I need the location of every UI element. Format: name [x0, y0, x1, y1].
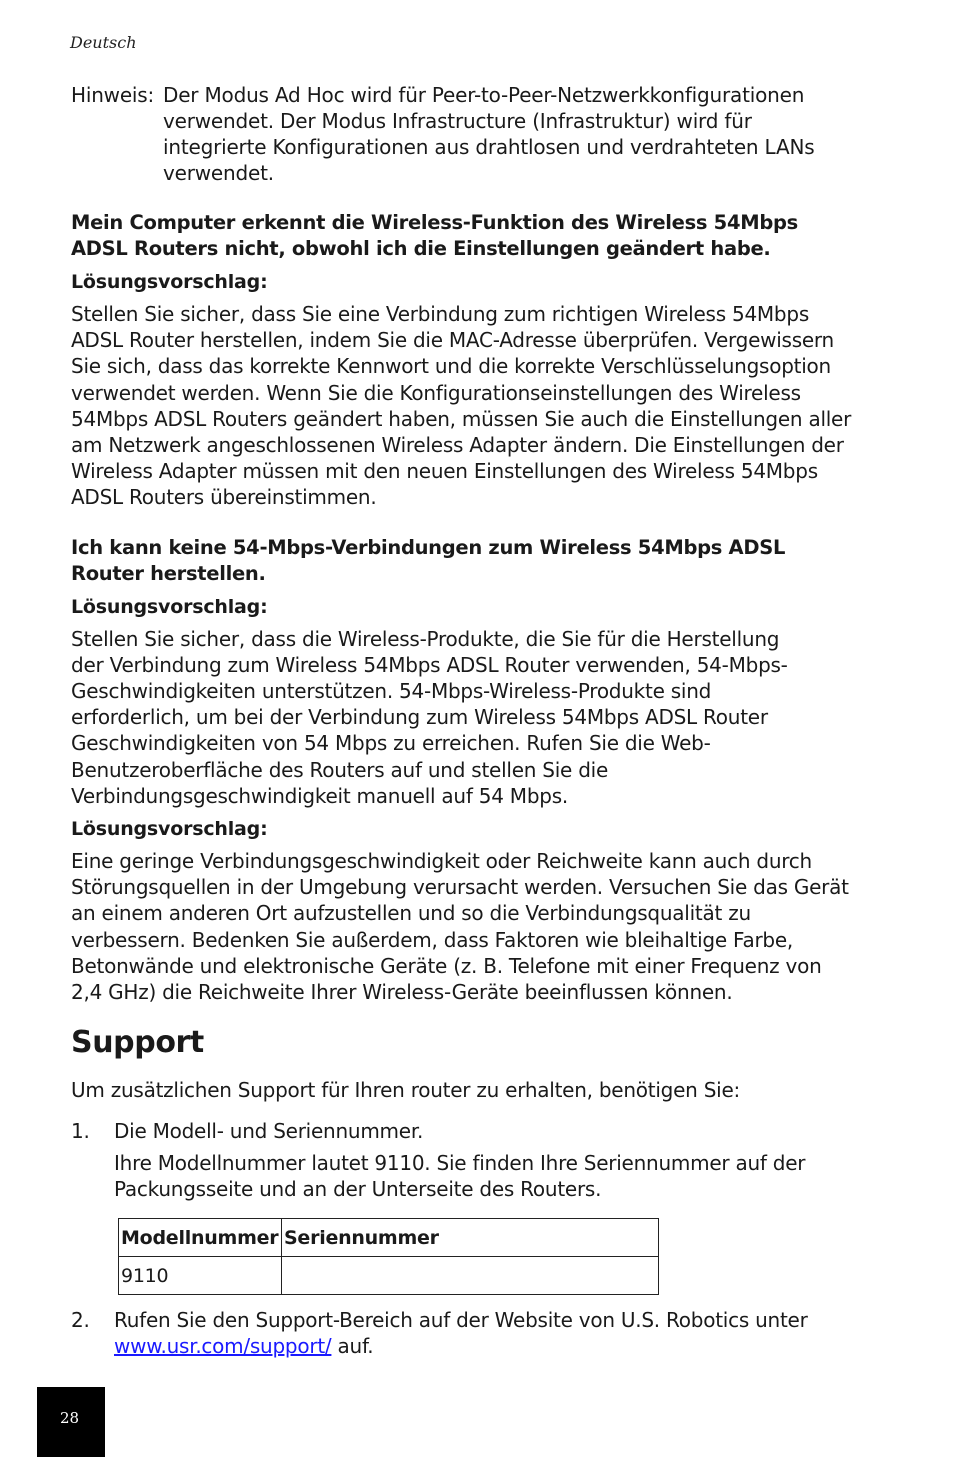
table-cell-model: 9110 — [119, 1257, 282, 1295]
language-label: Deutsch — [70, 33, 137, 52]
list-number: 1. — [71, 1119, 90, 1144]
solution-label-3: Lösungsvorschlag: — [71, 818, 268, 841]
serial-number-table — [118, 1218, 659, 1295]
list-number: 2. — [71, 1308, 90, 1333]
solution-text-2: Stellen Sie sicher, dass die Wireless-Produkte, die Sie für die Herstellung der Verbindung zum Wireless 54Mbps ADSL Router verwenden, 54-Mbps-Geschwindigkeiten unterstützen. 54-Mbps-Wireless-Produkte sind erforderlich, um bei der Verbindung zum Wireless 54Mbps ADSL Router Geschwindigkeiten von 54 Mbps zu erreichen. Rufen Sie die Web-Benutzeroberfläche des Routers auf und stellen Sie die Verbindungsgeschwindigkeit manuell auf 54 Mbps. — [71, 626, 788, 808]
note — [71, 82, 861, 186]
solution-label-2: Lösungsvorschlag: — [71, 595, 268, 618]
table-header-model: Modellnummer — [119, 1219, 282, 1257]
solution-text-1: Stellen Sie sicher, dass Sie eine Verbindung zum richtigen Wireless 54Mbps ADSL Router herstellen, indem Sie die MAC-Adresse überprüfen. Vergewissern Sie sich, dass das korrekte Kennwort und die korrekte Verschlüsselungsoption verwendet werden. Wenn Sie die Konfigurationseinstellungen des Wireless 54Mbps ADSL Routers geändert haben, müssen Sie auch die Einstellungen aller am Netzwerk angeschlossenen Wireless Adapter ändern. Die Einstellungen der Wireless Adapter müssen mit den neuen Einstellungen des Wireless 54Mbps ADSL Routers übereinstimmen. — [71, 302, 852, 510]
support-text-after: auf. — [331, 1334, 374, 1359]
page-content — [71, 82, 861, 1359]
faq-question-1: Mein Computer erkennt die Wireless-Funktion des Wireless 54Mbps ADSL Routers nicht, obwohl ich die Einstellungen geändert habe. — [71, 211, 798, 260]
list-item-title: Die Modell- und Seriennummer. — [114, 1119, 424, 1144]
support-intro: Um zusätzlichen Support für Ihren router zu erhalten, benötigen Sie: — [71, 1078, 740, 1103]
page-number-box — [37, 1387, 105, 1457]
solution-label-1: Lösungsvorschlag: — [71, 271, 268, 293]
support-text: Rufen Sie den Support-Bereich auf der Website von U.S. Robotics unter — [114, 1308, 808, 1333]
table-cell-serial[interactable] — [282, 1257, 659, 1295]
list-item-1 — [71, 1118, 861, 1295]
solution-text-3: Eine geringe Verbindungsgeschwindigkeit oder Reichweite kann auch durch Störungsquellen in der Umgebung verursacht werden. Versuchen Sie das Gerät an einem anderen Ort aufzustellen und so die Verbindungsqualität zu verbessern. Bedenken Sie außerdem, dass Faktoren wie bleihaltige Farbe, Betonwände und elektronische Geräte (z. B. Telefone mit einer Frequenz von 2,4 GHz) die Reichweite Ihrer Wireless-Geräte beeinflussen können. — [71, 849, 849, 1005]
note-text: Der Modus Ad Hoc wird für Peer-to-Peer-Netzwerkkonfigurationen verwendet. Der Modus Infrastructure (Infrastruktur) wird für integrierte Konfigurationen aus drahtlosen und verdrahteten LANs verwendet. — [163, 83, 815, 185]
table-header-serial: Seriennummer — [282, 1219, 659, 1257]
faq-question-2: Ich kann keine 54-Mbps-Verbindungen zum Wireless 54Mbps ADSL Router herstellen. — [71, 535, 786, 585]
list-item-detail: Ihre Modellnummer lautet 9110. Sie finden Ihre Seriennummer auf der Packungsseite und an der Unterseite des Routers. — [114, 1151, 806, 1202]
support-heading: Support — [71, 1025, 204, 1061]
page-number: 28 — [60, 1409, 80, 1427]
note-label: Hinweis: — [71, 83, 155, 107]
support-link[interactable]: www.usr.com/support/ — [114, 1334, 332, 1359]
list-item-2 — [71, 1307, 861, 1359]
